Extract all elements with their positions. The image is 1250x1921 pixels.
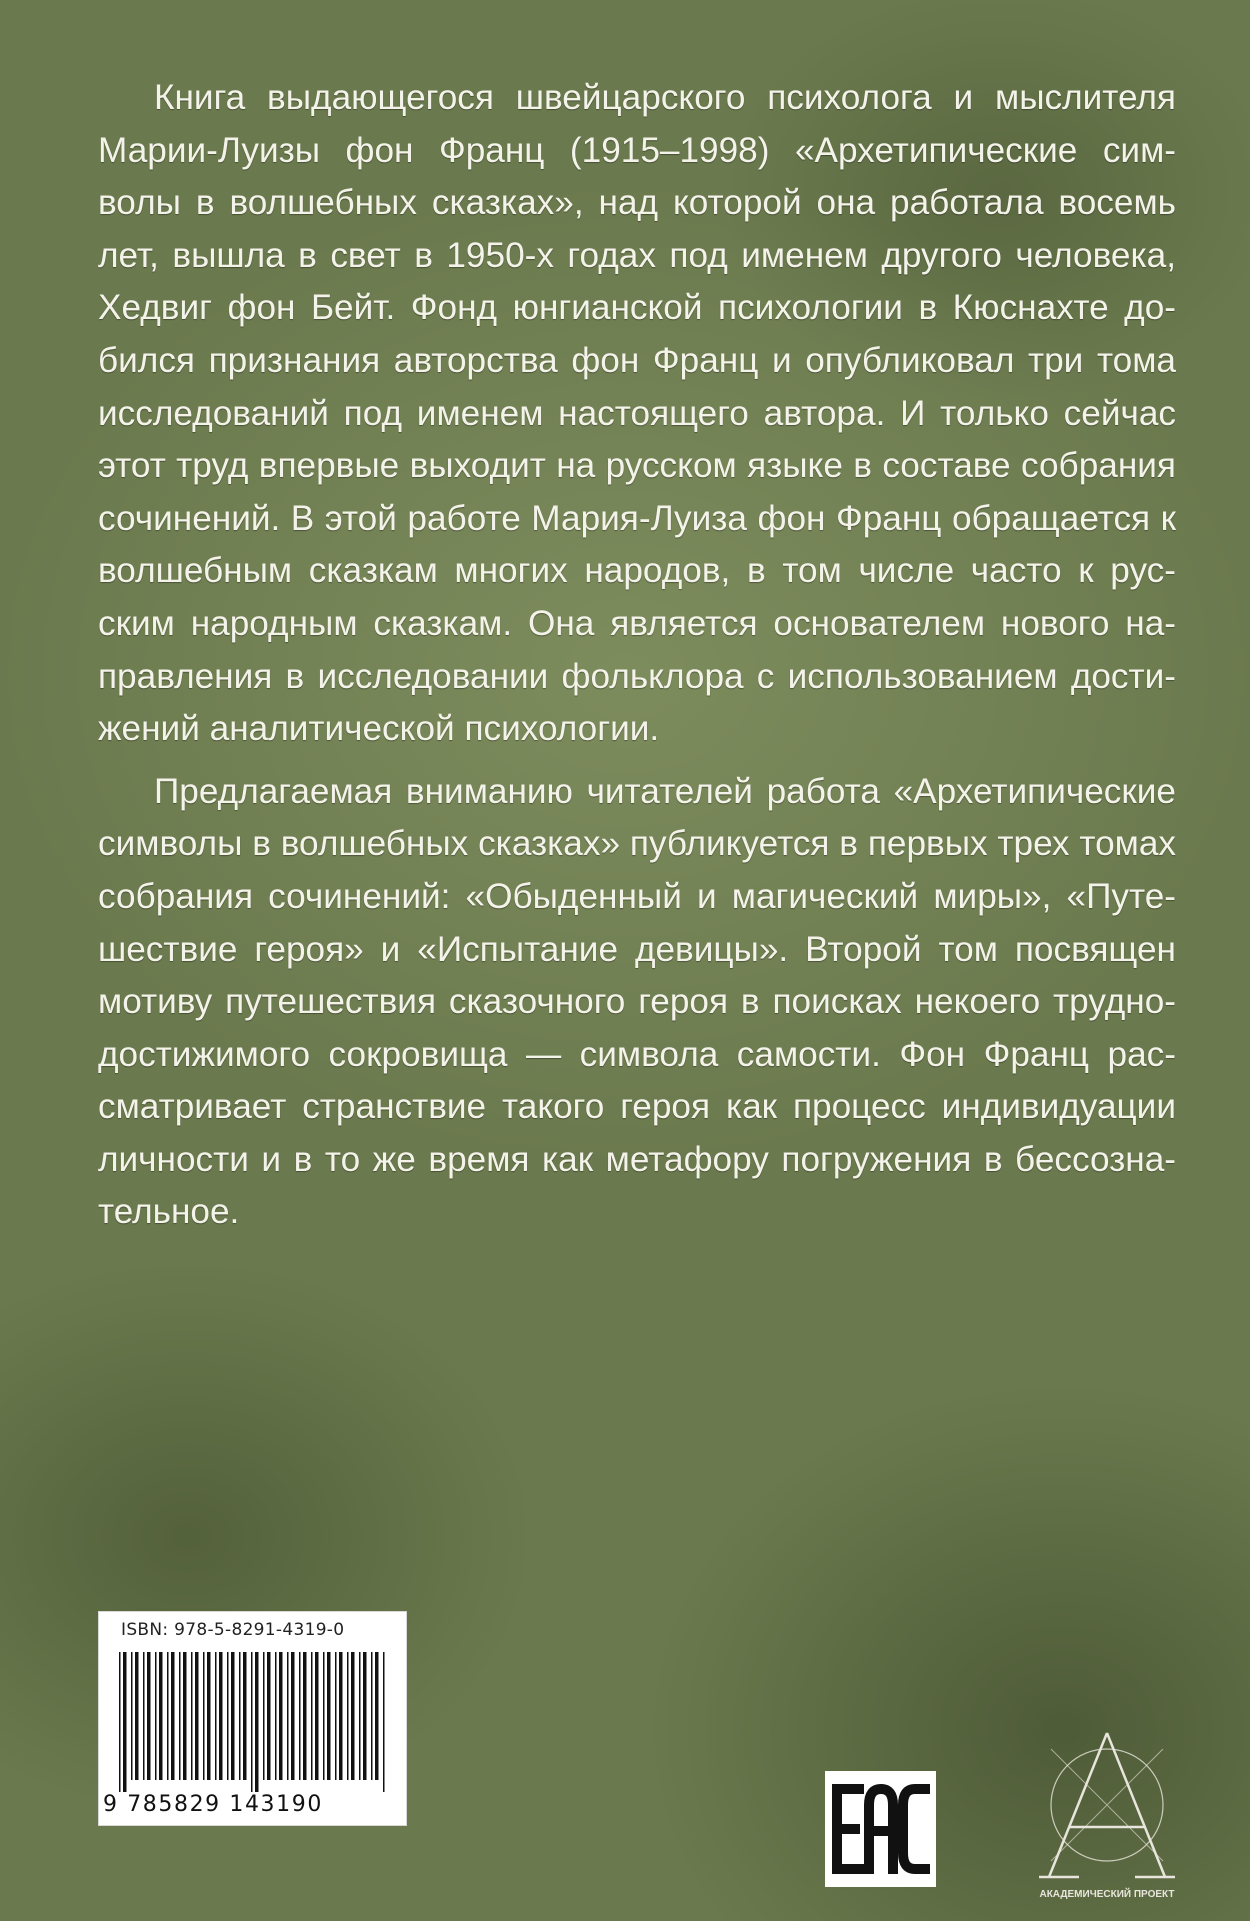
barcode-bar [323, 1652, 325, 1780]
barcode-bar [239, 1652, 241, 1780]
barcode-bar [183, 1652, 187, 1780]
barcode-bar [347, 1652, 349, 1780]
barcode-bar [275, 1652, 277, 1780]
barcode-bar [135, 1652, 139, 1780]
barcode-bar [171, 1652, 175, 1780]
publisher-logo-icon [1035, 1727, 1179, 1921]
barcode-bar [255, 1652, 259, 1792]
barcode-bar [227, 1652, 229, 1780]
barcode-bar [267, 1652, 271, 1780]
barcode-bar [335, 1652, 337, 1780]
barcode-bar [383, 1652, 385, 1792]
barcode-bar [291, 1652, 295, 1780]
barcode-bar [315, 1652, 319, 1780]
barcode-bar [359, 1652, 361, 1780]
barcode-bar [219, 1652, 223, 1780]
barcode-bar [251, 1652, 253, 1792]
barcode-bar [299, 1652, 301, 1780]
barcode-bar [363, 1652, 367, 1780]
barcode-bar [191, 1652, 193, 1780]
barcode-bar [375, 1652, 379, 1780]
barcode-bar [351, 1652, 355, 1780]
isbn-barcode-box [98, 1611, 407, 1826]
barcode-bar [203, 1652, 205, 1780]
barcode-bar [231, 1652, 235, 1780]
barcode-bar [327, 1652, 331, 1780]
isbn-label: ISBN: 978-5-8291-4319-0 [121, 1620, 345, 1640]
barcode-bar [119, 1652, 121, 1792]
barcode-bar [131, 1652, 133, 1780]
barcode-bar [311, 1652, 313, 1780]
description-text [98, 72, 1176, 1239]
barcode-bar [207, 1652, 211, 1780]
barcode-bars-icon [119, 1652, 389, 1792]
description-paragraph-1: Книга выдающегося швейцарского психолога и мыслителя Марии-Луизы фон Франц (1915–1998) «Архетипические сим-волы в волшебных сказках», над которой она работала восемь лет, вышла в свет в 1950-х годах под именем другого человека, Хедвиг фон Бейт. Фонд юнгианской психологии в Кюснахте до-бился признания авторства фон Франц и опубликовал три тома исследований под именем настоящего автора. И только сейчас этот труд впервые выходит на русском языке в составе собрания сочинений. В этой работе Мария-Луиза фон Франц обращается к волшебным сказкам многих народов, в том числе часто к рус-ским народным сказкам. Она является основателем нового на-правления в исследовании фольклора с использованием дости-жений аналитической психологии. [98, 78, 1176, 749]
barcode-bar [179, 1652, 181, 1780]
barcode-bar [147, 1652, 151, 1780]
description-paragraph-2: Предлагаемая вниманию читателей работа «Архетипические символы в волшебных сказках» публикуется в первых трех томах собрания сочинений: «Обыденный и магический миры», «Путе-шествие героя» и «Испытание девицы». Второй том посвящен мотиву путешествия сказочного героя в поисках некоего трудно-достижимого сокровища — символа самости. Фон Франц рас-сматривает странствие такого героя как процесс индивидуации личности и в то же время как метафору погружения в бессозна-тельное. [98, 771, 1176, 1232]
barcode-bar [287, 1652, 289, 1780]
barcode-bar [243, 1652, 247, 1780]
eac-mark-icon [823, 1769, 938, 1889]
publisher-name: АКАДЕМИЧЕСКИЙ ПРОЕКТ [1039, 1889, 1175, 1900]
barcode-bar [371, 1652, 373, 1780]
barcode-bar [195, 1652, 199, 1780]
barcode-bar [159, 1652, 163, 1780]
barcode-bar [279, 1652, 283, 1780]
barcode-bar [155, 1652, 157, 1780]
barcode-bar [263, 1652, 265, 1780]
barcode-digits: 9 785829 143190 [103, 1792, 323, 1817]
barcode-bar [167, 1652, 169, 1780]
barcode-bar [215, 1652, 217, 1780]
barcode-bar [143, 1652, 145, 1780]
barcode-bar [303, 1652, 307, 1780]
barcode-bar [339, 1652, 343, 1780]
barcode-bar [123, 1652, 127, 1792]
